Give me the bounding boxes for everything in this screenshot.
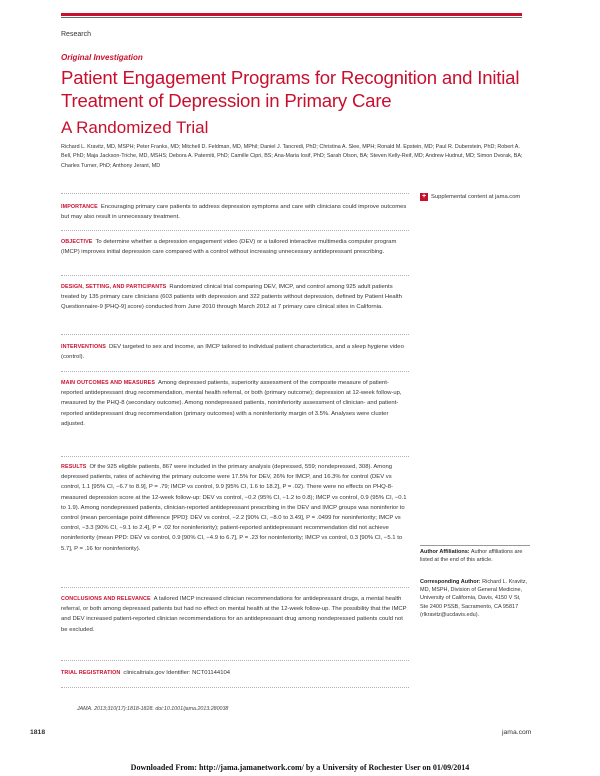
affiliations-heading: Author Affiliations: (420, 549, 470, 555)
abstract-divider (61, 371, 409, 372)
abstract-label: TRIAL REGISTRATION (61, 670, 121, 676)
page-number: 1818 (30, 729, 46, 736)
abstract-label: CONCLUSIONS AND RELEVANCE (61, 596, 151, 602)
trial-identifier-link[interactable]: clinicaltrials.gov Identifier: NCT01144104 (123, 670, 231, 676)
section-label: Research (61, 31, 91, 38)
abstract-divider (61, 334, 409, 335)
abstract-label: DESIGN, SETTING, AND PARTICIPANTS (61, 284, 167, 290)
abstract-divider (61, 587, 409, 588)
corresponding-author (420, 578, 530, 619)
abstract-importance (61, 202, 409, 222)
corresponding-heading: Corresponding Author: (420, 579, 481, 585)
abstract-divider (61, 456, 409, 457)
supplemental-text: Supplemental content at jama.com (431, 194, 521, 200)
abstract-label: OBJECTIVE (61, 239, 93, 245)
abstract-label: IMPORTANCE (61, 204, 98, 210)
abstract-design (61, 282, 409, 313)
article-subtitle: A Randomized Trial (61, 118, 209, 137)
abstract-divider (61, 660, 409, 661)
abstract-interventions (61, 342, 409, 362)
corresponding-text: Richard L. Kravitz, MD, MSPH, Division of General Medicine, University of California, Davis, 4150 V St, Ste 2400 PSSB, Sacramento, CA 95817 (rlkravitz@ucdavis.edu). (420, 579, 528, 618)
plus-icon: + (421, 193, 427, 200)
article-type: Original Investigation (61, 53, 143, 62)
abstract-divider (61, 687, 409, 688)
sidebar-divider (420, 545, 530, 546)
supplemental-content-link[interactable] (420, 193, 540, 201)
header-rule (61, 13, 522, 16)
abstract-divider (61, 230, 409, 231)
journal-url[interactable]: jama.com (502, 729, 532, 736)
abstract-text: To determine whether a depression engagement video (DEV) or a tailored interactive multimedia computer program (IMCP) improves initial depression care compared with a control without increasing unnecessary antidepressant prescribing. (61, 239, 397, 256)
abstract-trial-registration (61, 668, 409, 678)
header-rule-thin (61, 17, 522, 18)
abstract-text: Randomized clinical trial comparing DEV, IMCP, and control among 925 adult patients treated by 135 primary care clinicians (603 patients with depression and 322 patients without depression, defined by Patient Health Questionnaire-9 [PHQ-9] score) conducted from June 2010 through March 2012 at 7 primary care clinical sites in California. (61, 284, 402, 311)
abstract-label: RESULTS (61, 464, 87, 470)
abstract-divider (61, 275, 409, 276)
abstract-text: Among depressed patients, superiority assessment of the composite measure of patient-reported antidepressant drug recommendation, mental health referral, or both (primary outcome); depression at 12-week follow-up, measured by the PHQ-8 (secondary outcome). Among nondepressed patients, noninferiority assessment of clinician- and patient-reported antidepressant drug recommendation (primary outcomes) with a noninferiority margin of 3.5%. Analyses were cluster adjusted. (61, 380, 402, 427)
abstract-outcomes (61, 378, 409, 429)
abstract-objective (61, 237, 409, 257)
abstract-label: MAIN OUTCOMES AND MEASURES (61, 380, 156, 386)
affiliations-text: Author affiliations are listed at the end of this article. (420, 549, 523, 564)
abstract-text: DEV targeted to sex and income, an IMCP tailored to individual patient characteristics, and a sleep hygiene video (control). (61, 344, 404, 361)
abstract-text: A tailored IMCP increased clinician recommendations for antidepressant drugs, a mental health referral, or both among depressed patients but had no effect on mental health at the 12-week follow-up. The possibility that the IMCP and DEV increased patient-reported clinician recommendations for an antidepressant drug among nondepressed patients could not be excluded. (61, 596, 407, 633)
author-list: Richard L. Kravitz, MD, MSPH; Peter Franks, MD; Mitchell D. Feldman, MD, MPhil; Daniel J. Tancredi, PhD; Christina A. Slee, MPH; Ronald M. Epstein, MD; Paul R. Duberstein, PhD; Robert A. Bell, PhD; Maja Jackson-Triche, MD, MSHS; Debora A. Paterniti, PhD; Camille Cipri, BS; Ana-Maria Iosif, PhD; Sarah Olson, BA; Steven Kelly-Reif, MD; Andrew Hudnut, MD; Simon Dvorak, BA; Charles Turner, PhD; Anthony Jerant, MD (61, 144, 523, 169)
abstract-results (61, 462, 409, 554)
abstract-label: INTERVENTIONS (61, 344, 106, 350)
download-notice: Downloaded From: http://jama.jamanetwork.com/ by a University of Rochester User on 01/09/2014 (130, 763, 470, 772)
citation: JAMA. 2013;310(17):1818-1828. doi:10.1001/jama.2013.280038 (77, 706, 229, 712)
author-affiliations (420, 548, 530, 564)
abstract-text: Of the 925 eligible patients, 867 were included in the primary analysis (depressed, 559; nondepressed, 308). Among depressed patients, rates of achieving the primary outcome were 17.5% for DEV, 26% for IMCP, and 16.3% for control (DEV vs control, 1.1 [95% CI, −6.7 to 8.9], P = .79; IMCP vs control, 9.9 [95% CI, 1.6 to 18.2], P = .02). There were no effects on PHQ-8-measured depression score at the 12-week follow-up: DEV vs control, −0.2 (95% CI, −1.2 to 0.8); IMCP vs control, 0.9 (95% CI, −0.1 to 1.9). Among nondepressed patients, clinician-reported antidepressant prescribing in the DEV and IMCP groups was noninferior to control (mean percentage point difference [PPD]: DEV vs control, −2.2 [90% CI, −8.0 to 3.49], P = .0499 for noninferiority; IMCP vs control, −3.3 [90% CI, −9.1 to 2.4], P = .02 for noninferiority); patient-reported antidepressant recommendation did not achieve noninferiority (mean PPD: DEV vs control, 0.9 [90% CI, −4.9 to 6.7], P = .23 for noninferiority; IMCP vs control, 0.3 [90% CI, −5.1 to 5.7], P = .16 for noninferiority). (61, 464, 407, 552)
abstract-divider (61, 193, 409, 194)
abstract-text: Encouraging primary care patients to address depression symptoms and care with clinicians could improve outcomes but may also result in unnecessary treatment. (61, 204, 407, 221)
article-title: Patient Engagement Programs for Recognition and Initial Treatment of Depression in Primary Care (61, 67, 520, 111)
abstract-conclusions (61, 594, 409, 635)
